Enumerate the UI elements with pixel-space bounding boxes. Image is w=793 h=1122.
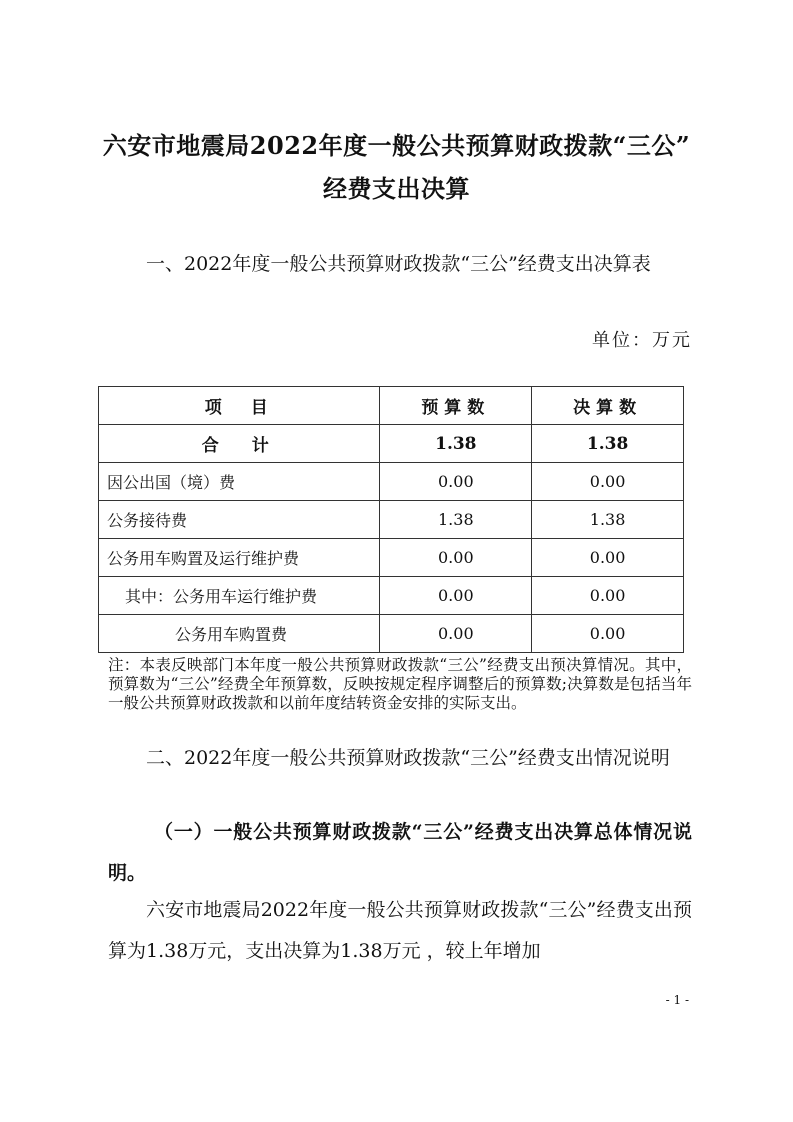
row-label: 因公出国（境）费 <box>99 463 380 501</box>
row-budget: 0.00 <box>380 615 532 653</box>
row-final: 1.38 <box>532 425 684 463</box>
three-public-expense-table <box>98 386 684 653</box>
header-item: 项 目 <box>99 387 380 425</box>
table-row <box>99 577 684 615</box>
table-row <box>99 615 684 653</box>
row-budget: 0.00 <box>380 577 532 615</box>
table-row <box>99 463 684 501</box>
page-number: - 1 - <box>665 993 689 1007</box>
table-row-total <box>99 425 684 463</box>
header-budget: 预算数 <box>380 387 532 425</box>
row-budget: 1.38 <box>380 425 532 463</box>
row-label: 公务接待费 <box>99 501 380 539</box>
row-label: 其中：公务用车运行维护费 <box>99 577 380 615</box>
unit-label: 单位：万元 <box>592 330 692 351</box>
table-header-row <box>99 387 684 425</box>
row-final: 0.00 <box>532 463 684 501</box>
header-final: 决算数 <box>532 387 684 425</box>
doc-title-line1: 六安市地震局2022年度一般公共预算财政拨款“三公” <box>102 131 691 160</box>
table-row <box>99 539 684 577</box>
body-paragraph: 六安市地震局2022年度一般公共预算财政拨款“三公”经费支出预算为1.38万元，支出决算为1.38万元 ，较上年增加 <box>108 899 692 962</box>
row-label: 合 计 <box>99 425 380 463</box>
table-row <box>99 501 684 539</box>
row-final: 0.00 <box>532 539 684 577</box>
section2-heading: 二、2022年度一般公共预算财政拨款“三公”经费支出情况说明 <box>146 747 670 769</box>
row-final: 0.00 <box>532 577 684 615</box>
doc-title-line2: 经费支出决算 <box>323 174 470 203</box>
table-note: 注：本表反映部门本年度一般公共预算财政拨款“三公”经费支出预决算情况。其中，预算数为“三公”经费全年预算数，反映按规定程序调整后的预算数;决算数是包括当年一般公共预算财政拨款和以前年度结转资金安排的实际支出。 <box>108 656 692 712</box>
row-budget: 0.00 <box>380 539 532 577</box>
row-budget: 1.38 <box>380 501 532 539</box>
row-label: 公务用车购置及运行维护费 <box>99 539 380 577</box>
row-budget: 0.00 <box>380 463 532 501</box>
section1-heading: 一、2022年度一般公共预算财政拨款“三公”经费支出决算表 <box>146 253 651 275</box>
subsection1-heading: （一）一般公共预算财政拨款“三公”经费支出决算总体情况说明。 <box>108 821 692 884</box>
row-final: 0.00 <box>532 615 684 653</box>
row-label: 公务用车购置费 <box>99 615 380 653</box>
row-final: 1.38 <box>532 501 684 539</box>
